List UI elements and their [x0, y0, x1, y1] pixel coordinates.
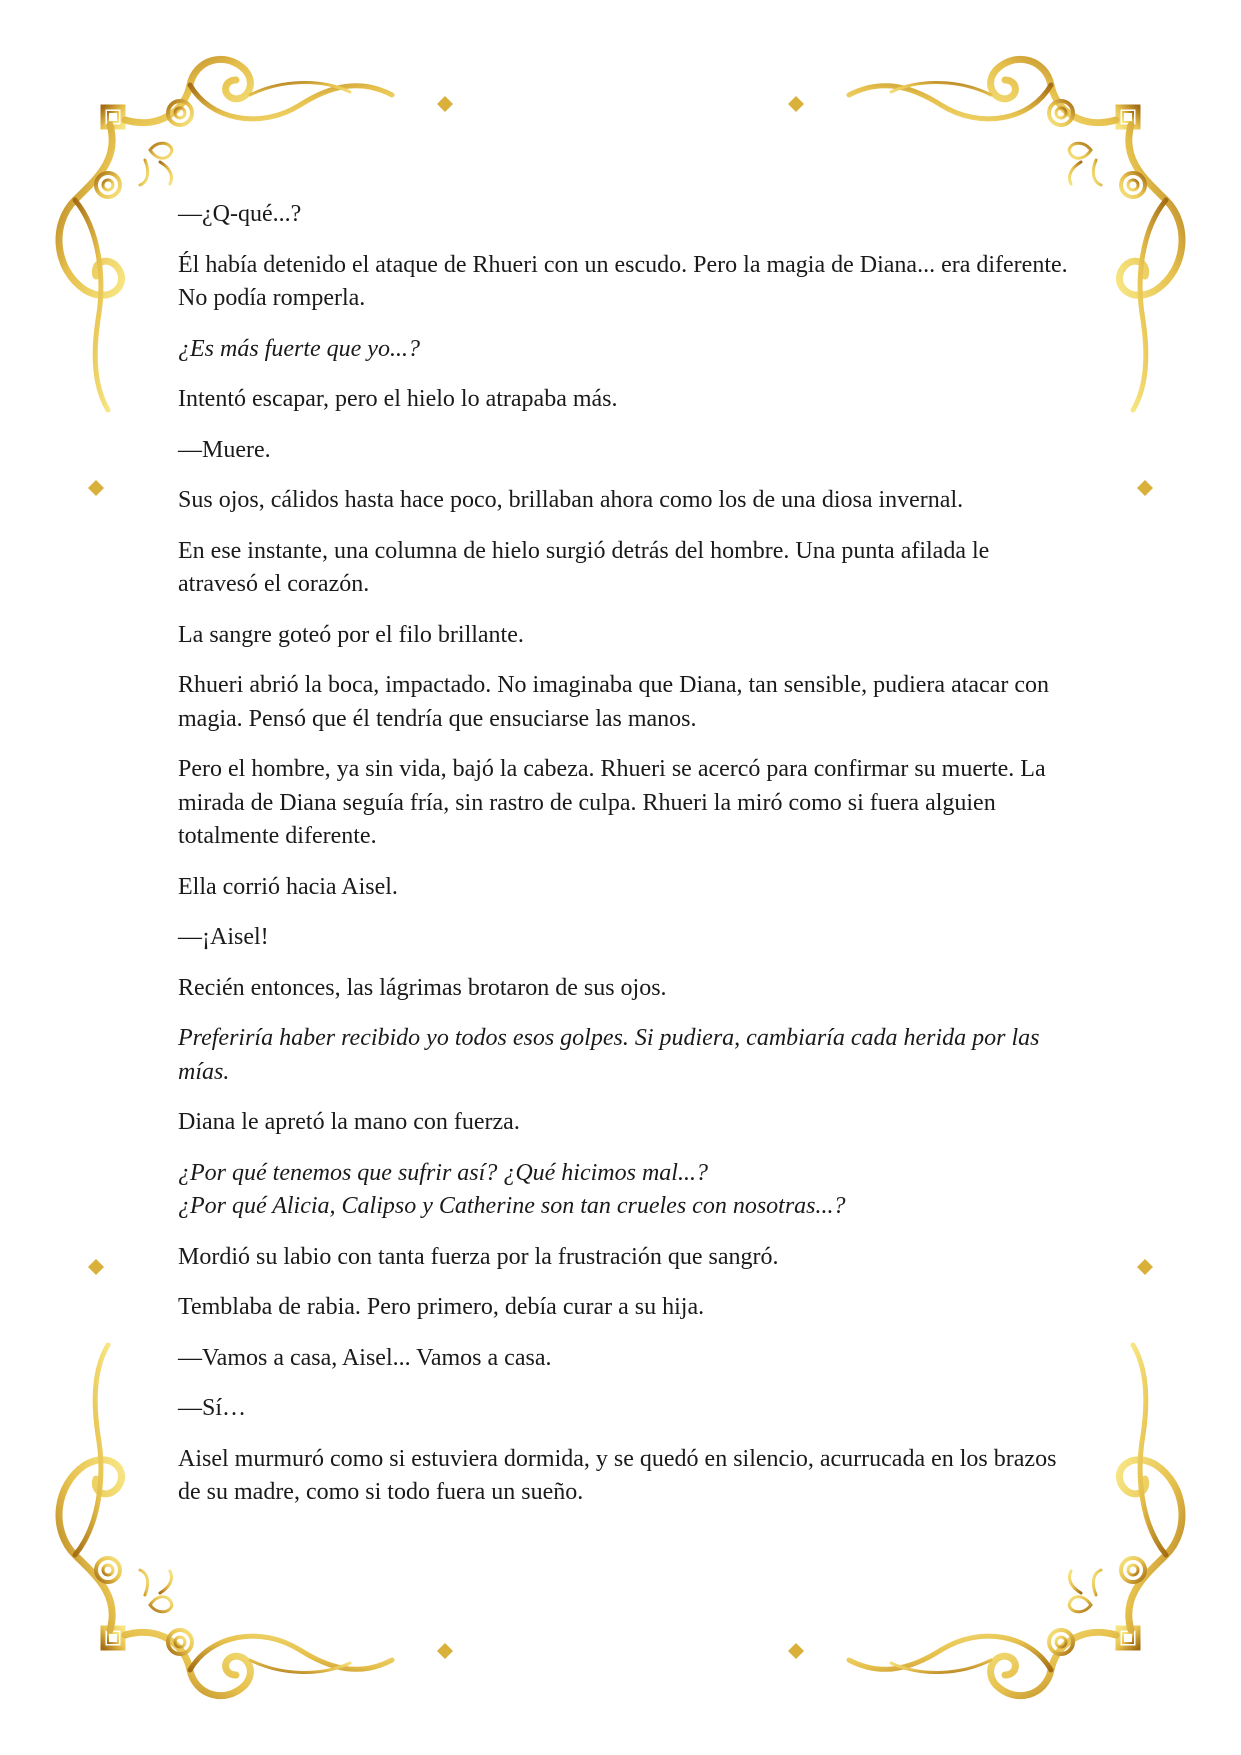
- paragraph: Preferiría haber recibido yo todos esos golpes. Si pudiera, cambiaría cada herida por las mías.: [178, 1025, 1040, 1085]
- paragraph: —¿Q-qué...?: [178, 201, 302, 227]
- paragraph: Él había detenido el ataque de Rhueri con un escudo. Pero la magia de Diana... era diferente. No podía romperla.: [178, 251, 1068, 311]
- paragraph: —Vamos a casa, Aisel... Vamos a casa.: [178, 1344, 552, 1371]
- paragraph: Diana le apretó la mano con fuerza.: [178, 1109, 520, 1135]
- paragraph: —Muere.: [178, 436, 271, 463]
- paragraph: La sangre goteó por el filo brillante.: [178, 621, 524, 648]
- paragraph: —Sí…: [178, 1395, 247, 1421]
- paragraph: Ella corrió hacia Aisel.: [178, 873, 398, 900]
- story-text: [178, 198, 1068, 1527]
- paragraph: Aisel murmuró como si estuviera dormida, y se quedó en silencio, acurrucada en los brazos de su madre, como si todo fuera un sueño.: [178, 1445, 1057, 1505]
- paragraph: Intentó escapar, pero el hielo lo atrapaba más.: [178, 386, 618, 412]
- paragraph: ¿Por qué tenemos que sufrir así? ¿Qué hicimos mal...? ¿Por qué Alicia, Calipso y Catherine son tan crueles con nosotras...?: [178, 1159, 846, 1219]
- paragraph: En ese instante, una columna de hielo surgió detrás del hombre. Una punta afilada le atravesó el corazón.: [178, 537, 990, 597]
- paragraph: —¡Aisel!: [178, 924, 269, 950]
- paragraph: Sus ojos, cálidos hasta hace poco, brillaban ahora como los de una diosa invernal.: [178, 487, 964, 513]
- paragraph: Recién entonces, las lágrimas brotaron de sus ojos.: [178, 974, 667, 1001]
- paragraph: Mordió su labio con tanta fuerza por la frustración que sangró.: [178, 1243, 779, 1270]
- paragraph: Pero el hombre, ya sin vida, bajó la cabeza. Rhueri se acercó para confirmar su muerte. La mirada de Diana seguía fría, sin rastro de culpa. Rhueri la miró como si fuera alguien totalmente diferente.: [178, 756, 1046, 849]
- paragraph: Temblaba de rabia. Pero primero, debía curar a su hija.: [178, 1294, 705, 1320]
- paragraph: ¿Es más fuerte que yo...?: [178, 335, 420, 362]
- paragraph: Rhueri abrió la boca, impactado. No imaginaba que Diana, tan sensible, pudiera atacar con magia. Pensó que él tendría que ensuciarse las manos.: [178, 672, 1049, 732]
